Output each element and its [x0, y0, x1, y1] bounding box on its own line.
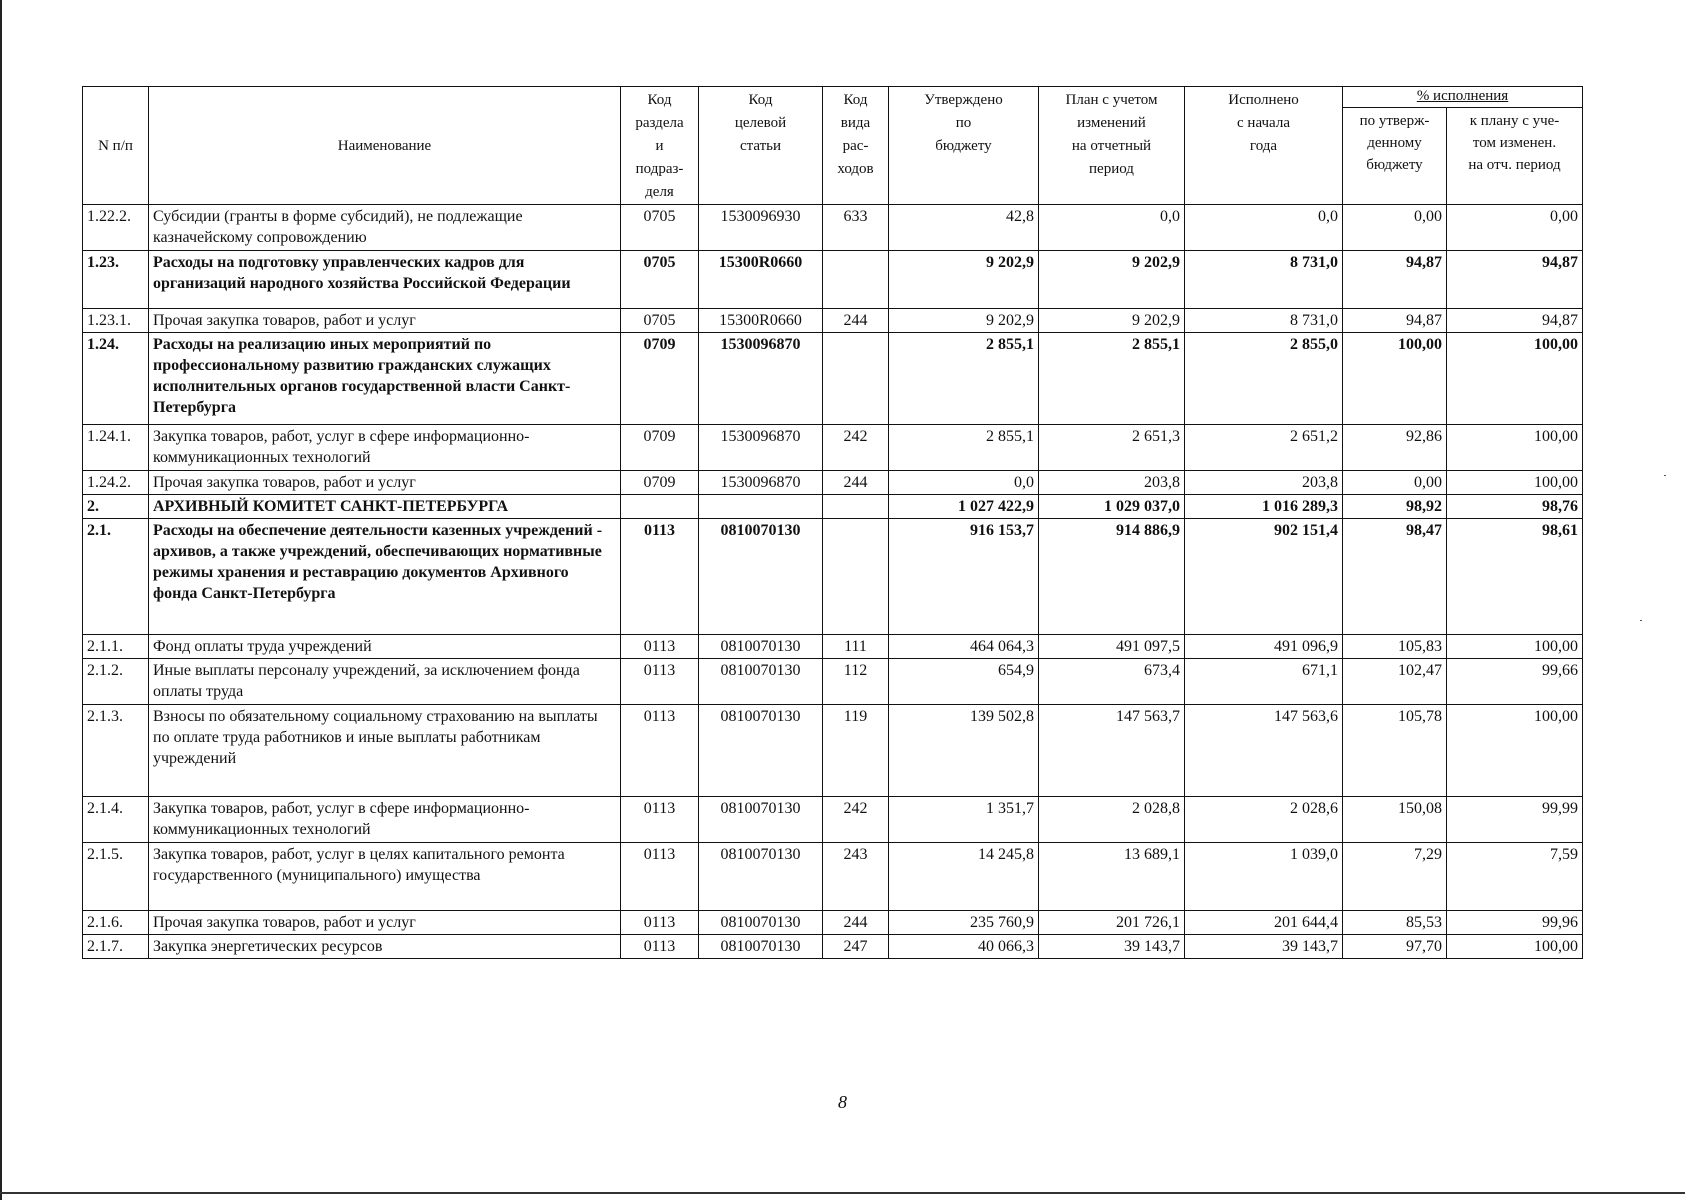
cell-row-number: 2.1. [83, 519, 149, 635]
cell-percent-budget: 94,87 [1343, 251, 1447, 309]
header-expense-code: Код вида рас- ходов [823, 87, 889, 205]
cell-executed: 1 039,0 [1185, 843, 1343, 911]
cell-row-number: 2. [83, 495, 149, 519]
table-row [83, 519, 1583, 635]
cell-percent-budget: 0,00 [1343, 471, 1447, 495]
cell-percent-budget: 7,29 [1343, 843, 1447, 911]
cell-name: Закупка товаров, работ, услуг в сфере информационно-коммуникационных технологий [149, 425, 621, 471]
cell-percent-plan: 100,00 [1447, 471, 1583, 495]
header-plan: План с учетом изменений на отчетный период [1039, 87, 1185, 205]
cell-percent-plan: 100,00 [1447, 635, 1583, 659]
cell-approved: 139 502,8 [889, 705, 1039, 797]
header-section-code: Код раздела и подраз- деля [621, 87, 699, 205]
cell-target-code: 0810070130 [699, 705, 823, 797]
cell-section-code: 0113 [621, 911, 699, 935]
cell-approved: 654,9 [889, 659, 1039, 705]
cell-approved: 464 064,3 [889, 635, 1039, 659]
cell-target-code: 15300R0660 [699, 251, 823, 309]
cell-plan: 2 651,3 [1039, 425, 1185, 471]
cell-name: Субсидии (гранты в форме субсидий), не подлежащие казначейскому сопровождению [149, 205, 621, 251]
cell-target-code: 1530096870 [699, 471, 823, 495]
cell-approved: 2 855,1 [889, 333, 1039, 425]
cell-row-number: 2.1.7. [83, 935, 149, 959]
cell-target-code: 0810070130 [699, 935, 823, 959]
cell-row-number: 1.24.2. [83, 471, 149, 495]
cell-expense-code: 242 [823, 425, 889, 471]
table-row [83, 935, 1583, 959]
cell-percent-budget: 0,00 [1343, 205, 1447, 251]
cell-executed: 2 855,0 [1185, 333, 1343, 425]
cell-expense-code: 111 [823, 635, 889, 659]
cell-executed: 2 651,2 [1185, 425, 1343, 471]
cell-target-code: 0810070130 [699, 519, 823, 635]
cell-section-code: 0705 [621, 205, 699, 251]
cell-percent-budget: 92,86 [1343, 425, 1447, 471]
cell-percent-budget: 97,70 [1343, 935, 1447, 959]
table-row [83, 251, 1583, 309]
cell-plan: 0,0 [1039, 205, 1185, 251]
cell-expense-code: 243 [823, 843, 889, 911]
cell-target-code: 1530096870 [699, 425, 823, 471]
cell-section-code: 0113 [621, 635, 699, 659]
cell-row-number: 1.24.1. [83, 425, 149, 471]
cell-plan: 39 143,7 [1039, 935, 1185, 959]
cell-expense-code: 112 [823, 659, 889, 705]
cell-expense-code [823, 519, 889, 635]
cell-plan: 147 563,7 [1039, 705, 1185, 797]
cell-percent-budget: 98,92 [1343, 495, 1447, 519]
cell-expense-code [823, 251, 889, 309]
cell-name: Взносы по обязательному социальному страхованию на выплаты по оплате труда работников и иные выплаты работникам учреждений [149, 705, 621, 797]
cell-executed: 201 644,4 [1185, 911, 1343, 935]
cell-percent-budget: 105,83 [1343, 635, 1447, 659]
cell-executed: 1 016 289,3 [1185, 495, 1343, 519]
cell-expense-code: 119 [823, 705, 889, 797]
cell-row-number: 2.1.2. [83, 659, 149, 705]
cell-approved: 14 245,8 [889, 843, 1039, 911]
cell-plan: 673,4 [1039, 659, 1185, 705]
cell-expense-code: 244 [823, 309, 889, 333]
cell-target-code: 0810070130 [699, 843, 823, 911]
cell-percent-plan: 99,99 [1447, 797, 1583, 843]
cell-plan: 1 029 037,0 [1039, 495, 1185, 519]
cell-row-number: 1.24. [83, 333, 149, 425]
cell-row-number: 2.1.3. [83, 705, 149, 797]
cell-approved: 2 855,1 [889, 425, 1039, 471]
table-row [83, 659, 1583, 705]
cell-section-code: 0113 [621, 797, 699, 843]
cell-section-code: 0709 [621, 471, 699, 495]
cell-section-code: 0705 [621, 309, 699, 333]
cell-expense-code: 242 [823, 797, 889, 843]
cell-name: Расходы на подготовку управленческих кадров для организаций народного хозяйства Российской Федерации [149, 251, 621, 309]
cell-plan: 2 855,1 [1039, 333, 1185, 425]
cell-target-code: 0810070130 [699, 635, 823, 659]
table-row [83, 309, 1583, 333]
cell-percent-plan: 100,00 [1447, 705, 1583, 797]
cell-percent-plan: 100,00 [1447, 935, 1583, 959]
cell-section-code: 0709 [621, 425, 699, 471]
cell-executed: 671,1 [1185, 659, 1343, 705]
table-row [83, 333, 1583, 425]
header-executed: Исполнено с начала года [1185, 87, 1343, 205]
cell-percent-plan: 7,59 [1447, 843, 1583, 911]
cell-section-code: 0705 [621, 251, 699, 309]
cell-percent-plan: 94,87 [1447, 309, 1583, 333]
cell-expense-code: 247 [823, 935, 889, 959]
cell-percent-plan: 100,00 [1447, 333, 1583, 425]
cell-section-code: 0113 [621, 659, 699, 705]
cell-name: Прочая закупка товаров, работ и услуг [149, 471, 621, 495]
cell-section-code: 0113 [621, 705, 699, 797]
cell-executed: 8 731,0 [1185, 309, 1343, 333]
header-approved: Утверждено по бюджету [889, 87, 1039, 205]
cell-percent-budget: 102,47 [1343, 659, 1447, 705]
cell-target-code: 1530096870 [699, 333, 823, 425]
cell-percent-plan: 94,87 [1447, 251, 1583, 309]
cell-percent-budget: 105,78 [1343, 705, 1447, 797]
budget-execution-table [82, 86, 1583, 959]
cell-executed: 8 731,0 [1185, 251, 1343, 309]
cell-row-number: 2.1.1. [83, 635, 149, 659]
cell-expense-code: 244 [823, 471, 889, 495]
cell-name: Иные выплаты персоналу учреждений, за исключением фонда оплаты труда [149, 659, 621, 705]
cell-percent-budget: 85,53 [1343, 911, 1447, 935]
table-row [83, 911, 1583, 935]
cell-plan: 9 202,9 [1039, 251, 1185, 309]
table-row [83, 495, 1583, 519]
table-row [83, 471, 1583, 495]
cell-approved: 9 202,9 [889, 251, 1039, 309]
cell-percent-plan: 98,61 [1447, 519, 1583, 635]
cell-percent-plan: 98,76 [1447, 495, 1583, 519]
cell-plan: 201 726,1 [1039, 911, 1185, 935]
cell-approved: 0,0 [889, 471, 1039, 495]
header-rownum: N п/п [83, 87, 149, 205]
cell-approved: 235 760,9 [889, 911, 1039, 935]
cell-percent-budget: 100,00 [1343, 333, 1447, 425]
cell-expense-code [823, 333, 889, 425]
cell-percent-budget: 98,47 [1343, 519, 1447, 635]
table-row [83, 205, 1583, 251]
table-row [83, 797, 1583, 843]
cell-plan: 491 097,5 [1039, 635, 1185, 659]
cell-target-code [699, 495, 823, 519]
cell-plan: 914 886,9 [1039, 519, 1185, 635]
scan-left-edge [0, 0, 2, 1200]
cell-expense-code: 244 [823, 911, 889, 935]
cell-row-number: 1.23. [83, 251, 149, 309]
cell-plan: 2 028,8 [1039, 797, 1185, 843]
cell-approved: 1 027 422,9 [889, 495, 1039, 519]
cell-percent-budget: 150,08 [1343, 797, 1447, 843]
table-row [83, 705, 1583, 797]
cell-percent-budget: 94,87 [1343, 309, 1447, 333]
cell-name: Расходы на реализацию иных мероприятий по профессиональному развитию гражданских служащих исполнительных органов государственной власти Санкт-Петербурга [149, 333, 621, 425]
cell-name: Прочая закупка товаров, работ и услуг [149, 309, 621, 333]
cell-section-code: 0113 [621, 935, 699, 959]
cell-row-number: 2.1.4. [83, 797, 149, 843]
cell-section-code [621, 495, 699, 519]
cell-approved: 40 066,3 [889, 935, 1039, 959]
table-row [83, 425, 1583, 471]
table-row [83, 843, 1583, 911]
page-number: 8 [838, 1092, 847, 1112]
header-percent-budget: по утверж- денному бюджету [1343, 108, 1447, 205]
cell-percent-plan: 99,96 [1447, 911, 1583, 935]
cell-row-number: 1.23.1. [83, 309, 149, 333]
cell-approved: 1 351,7 [889, 797, 1039, 843]
cell-target-code: 15300R0660 [699, 309, 823, 333]
cell-executed: 147 563,6 [1185, 705, 1343, 797]
scan-speck [1640, 620, 1642, 621]
header-name: Наименование [149, 87, 621, 205]
table-row [83, 635, 1583, 659]
header-percent-plan: к плану с уче- том изменен. на отч. период [1447, 108, 1583, 205]
scan-bottom-edge [0, 1192, 1685, 1194]
cell-executed: 0,0 [1185, 205, 1343, 251]
scan-speck [1664, 475, 1666, 476]
cell-name: Расходы на обеспечение деятельности казенных учреждений - архивов, а также учреждений, обеспечивающих нормативные режимы хранения и реставрацию документов Архивного фонда Санкт-Петербурга [149, 519, 621, 635]
cell-section-code: 0113 [621, 519, 699, 635]
cell-name: Закупка товаров, работ, услуг в целях капитального ремонта государственного (муниципального) имущества [149, 843, 621, 911]
cell-row-number: 2.1.6. [83, 911, 149, 935]
cell-approved: 42,8 [889, 205, 1039, 251]
cell-approved: 916 153,7 [889, 519, 1039, 635]
cell-name: Прочая закупка товаров, работ и услуг [149, 911, 621, 935]
cell-executed: 39 143,7 [1185, 935, 1343, 959]
cell-executed: 491 096,9 [1185, 635, 1343, 659]
cell-target-code: 1530096930 [699, 205, 823, 251]
cell-percent-plan: 99,66 [1447, 659, 1583, 705]
cell-plan: 203,8 [1039, 471, 1185, 495]
cell-expense-code: 633 [823, 205, 889, 251]
cell-executed: 203,8 [1185, 471, 1343, 495]
cell-target-code: 0810070130 [699, 659, 823, 705]
cell-target-code: 0810070130 [699, 797, 823, 843]
header-target-code: Код целевой статьи [699, 87, 823, 205]
cell-plan: 13 689,1 [1039, 843, 1185, 911]
cell-section-code: 0709 [621, 333, 699, 425]
header-percent-group: % исполнения [1343, 87, 1583, 108]
cell-expense-code [823, 495, 889, 519]
cell-name: Закупка энергетических ресурсов [149, 935, 621, 959]
cell-executed: 2 028,6 [1185, 797, 1343, 843]
cell-section-code: 0113 [621, 843, 699, 911]
cell-percent-plan: 0,00 [1447, 205, 1583, 251]
cell-name: Закупка товаров, работ, услуг в сфере информационно-коммуникационных технологий [149, 797, 621, 843]
cell-plan: 9 202,9 [1039, 309, 1185, 333]
cell-executed: 902 151,4 [1185, 519, 1343, 635]
cell-percent-plan: 100,00 [1447, 425, 1583, 471]
cell-row-number: 1.22.2. [83, 205, 149, 251]
cell-approved: 9 202,9 [889, 309, 1039, 333]
cell-name: АРХИВНЫЙ КОМИТЕТ САНКТ-ПЕТЕРБУРГА [149, 495, 621, 519]
table-body [83, 205, 1583, 959]
cell-target-code: 0810070130 [699, 911, 823, 935]
cell-name: Фонд оплаты труда учреждений [149, 635, 621, 659]
table-header [83, 87, 1583, 205]
cell-row-number: 2.1.5. [83, 843, 149, 911]
